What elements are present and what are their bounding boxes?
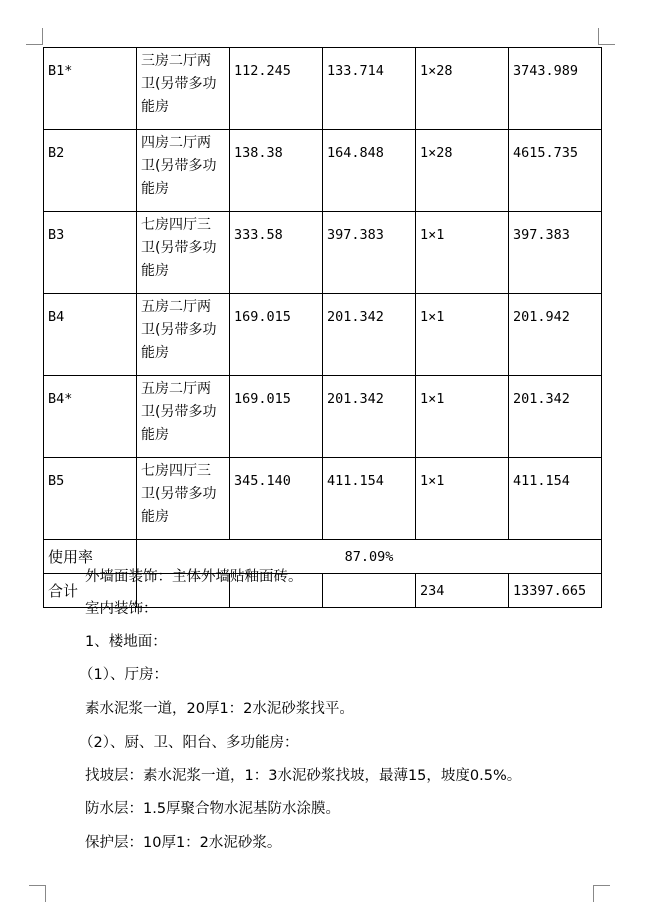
total-area: 201.342 [509,376,602,458]
total-area: 411.154 [509,458,602,540]
area-1: 345.140 [230,458,323,540]
area-2: 201.342 [323,294,416,376]
area-1: 169.015 [230,376,323,458]
table-row [44,48,602,130]
unit-type-line: 能房 [141,509,169,525]
unit-type-line: 卫(另带多功 [141,404,217,420]
paragraph: 素水泥浆一道，20厚1：2水泥砂浆找平。 [85,701,354,717]
unit-code: B4* [44,376,137,458]
unit-type-line: 七房四厅三 [141,217,211,233]
unit-type-line: 卫(另带多功 [141,240,217,256]
sum-label: 合计 [44,574,137,608]
unit-type-line: 卫(另带多功 [141,486,217,502]
crop-mark-bottom-left [29,885,46,902]
paragraph: （1）、厅房： [79,667,168,683]
unit-count: 1×1 [416,376,509,458]
unit-type [137,458,230,540]
paragraph: 防水层：1.5厚聚合物水泥基防水涂膜。 [85,801,341,817]
total-area: 397.383 [509,212,602,294]
table-row [44,212,602,294]
unit-type-line: 五房二厅两 [141,381,211,397]
table-row [44,294,602,376]
crop-mark-top-right [598,28,615,45]
unit-type-line: 能房 [141,427,169,443]
area-2: 397.383 [323,212,416,294]
area-1: 169.015 [230,294,323,376]
sum-count: 234 [416,574,509,608]
unit-type-line: 四房二厅两 [141,135,211,151]
unit-type-line: 能房 [141,99,169,115]
unit-code: B5 [44,458,137,540]
unit-count: 1×28 [416,130,509,212]
unit-count: 1×28 [416,48,509,130]
unit-type-line: 卫(另带多功 [141,158,217,174]
table-row [44,376,602,458]
unit-type-line: 卫(另带多功 [141,322,217,338]
unit-code: B3 [44,212,137,294]
area-1: 112.245 [230,48,323,130]
unit-count: 1×1 [416,212,509,294]
unit-type-line: 能房 [141,345,169,361]
area-2: 201.342 [323,376,416,458]
paragraph: 室内装饰： [85,601,158,617]
unit-count: 1×1 [416,458,509,540]
usage-value: 87.09% [137,540,602,574]
area-2: 164.848 [323,130,416,212]
sum-empty-cell [323,574,416,608]
unit-type-line: 五房二厅两 [141,299,211,315]
paragraph: 找坡层：素水泥浆一道，1：3水泥砂浆找坡，最薄15，坡度0.5%。 [85,768,522,784]
unit-type-line: 三房二厅两 [141,53,211,69]
unit-code: B2 [44,130,137,212]
total-area: 4615.735 [509,130,602,212]
crop-mark-bottom-right [593,885,610,902]
sum-total: 13397.665 [509,574,602,608]
unit-type [137,130,230,212]
unit-type [137,48,230,130]
area-2: 411.154 [323,458,416,540]
unit-type [137,212,230,294]
paragraph: （2）、厨、卫、阳台、多功能房： [79,735,299,751]
unit-type-line: 能房 [141,181,169,197]
unit-type-line: 能房 [141,263,169,279]
total-area: 3743.989 [509,48,602,130]
total-area: 201.942 [509,294,602,376]
unit-type [137,294,230,376]
area-2: 133.714 [323,48,416,130]
paragraph: 保护层：10厚1：2水泥砂浆。 [85,835,282,851]
area-1: 138.38 [230,130,323,212]
unit-type [137,376,230,458]
unit-code: B1* [44,48,137,130]
crop-mark-top-left [26,28,43,45]
unit-count: 1×1 [416,294,509,376]
area-1: 333.58 [230,212,323,294]
paragraph: 1、楼地面： [85,634,167,650]
usage-label: 使用率 [44,540,137,574]
table-row [44,130,602,212]
paragraph: 外墙面装饰：主体外墙贴釉面砖。 [85,569,303,585]
unit-type-line: 七房四厅三 [141,463,211,479]
table-row [44,458,602,540]
unit-area-table [43,47,602,608]
unit-code: B4 [44,294,137,376]
unit-type-line: 卫(另带多功 [141,76,217,92]
